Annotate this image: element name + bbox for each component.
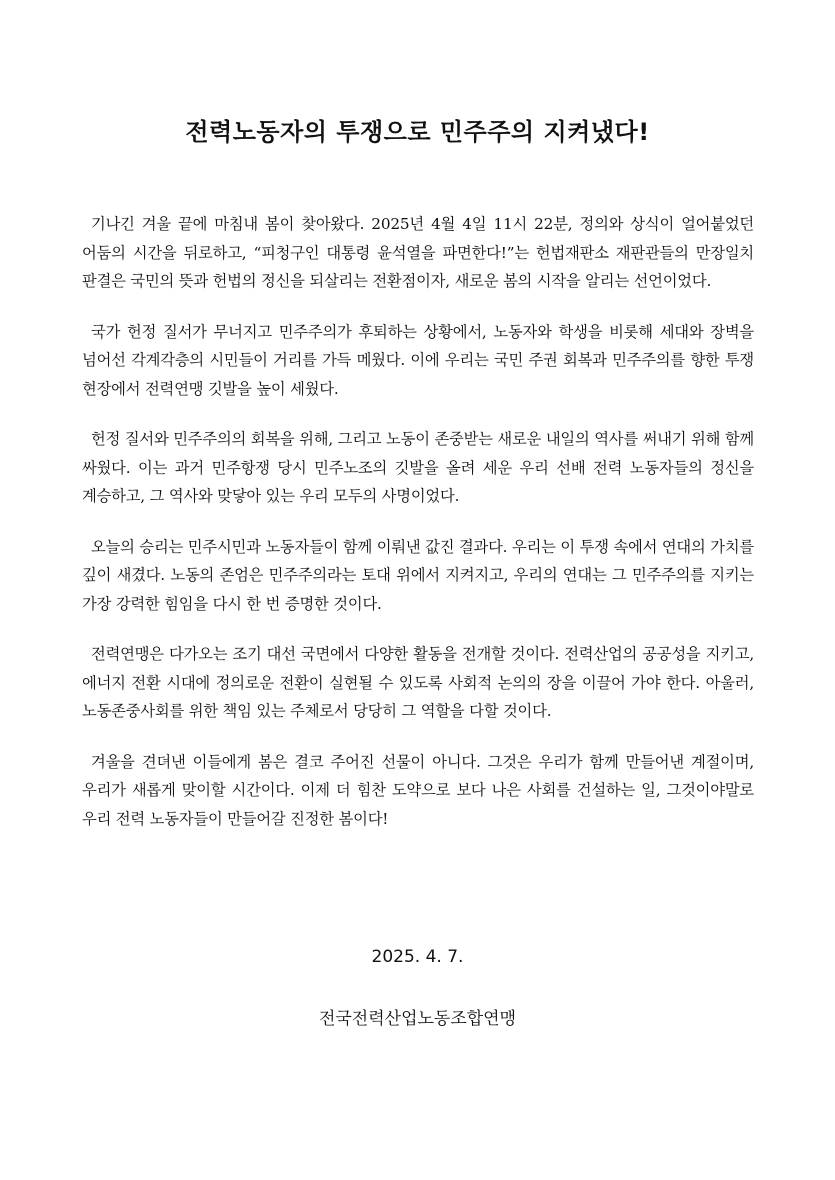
document-body — [82, 210, 754, 855]
paragraph-2: 국가 헌정 질서가 무너지고 민주주의가 후퇴하는 상황에서, 노동자와 학생을 비롯해 세대와 장벽을 넘어선 각계각층의 시민들이 거리를 가득 메웠다. 이에 우리는 국민 주권 회복과 민주주의를 향한 투쟁 현장에서 전력연맹 깃발을 높이 세웠다. — [82, 322, 754, 398]
paragraph-5: 전력연맹은 다가오는 조기 대선 국면에서 다양한 활동을 전개할 것이다. 전력산업의 공공성을 지키고, 에너지 전환 시대에 정의로운 전환이 실현될 수 있도록 사회적 논의의 장을 이끌어 가야 한다. 아울러, 노동존중사회를 위한 책임 있는 주체로서 당당히 그 역할을 다할 것이다. — [82, 645, 754, 720]
paragraph-1: 기나긴 겨울 끝에 마침내 봄이 찾아왔다. 2025년 4월 4일 11시 22분, 정의와 상식이 얼어붙었던 어둠의 시간을 뒤로하고, “피청구인 대통령 윤석열을 파면한다!”는 헌법재판소 재판관들의 만장일치 판결은 국민의 뜻과 헌법의 정신을 되살리는 전환점이자, 새로운 봄의 시작을 알리는 선언이었다. — [82, 215, 754, 290]
paragraph-4: 오늘의 승리는 민주시민과 노동자들이 함께 이뤄낸 값진 결과다. 우리는 이 투쟁 속에서 연대의 가치를 깊이 새겼다. 노동의 존엄은 민주주의라는 토대 위에서 지켜지고, 우리의 연대는 그 민주주의를 지키는 가장 강력한 힘임을 다시 한 번 증명한 것이다. — [82, 537, 754, 613]
paragraph-3: 헌정 질서와 민주주의의 회복을 위해, 그리고 노동이 존중받는 새로운 내일의 역사를 써내기 위해 함께 싸웠다. 이는 과거 민주항쟁 당시 민주노조의 깃발을 올려 세운 우리 선배 전력 노동자들의 정신을 계승하고, 그 역사와 맞닿아 있는 우리 모두의 사명이었다. — [82, 430, 754, 505]
document-date: 2025. 4. 7. — [371, 947, 464, 967]
issuing-organization: 전국전력산업노동조합연맹 — [318, 1009, 517, 1029]
paragraph-6: 겨울을 견뎌낸 이들에게 봄은 결코 주어진 선물이 아니다. 그것은 우리가 함께 만들어낸 계절이며, 우리가 새롭게 맞이할 시간이다. 이제 더 힘찬 도약으로 보다 나은 사회를 건설하는 일, 그것이야말로 우리 전력 노동자들이 만들어갈 진정한 봄이다! — [82, 752, 754, 828]
document-title: 전력노동자의 투쟁으로 민주주의 지켜냈다! — [185, 118, 650, 146]
